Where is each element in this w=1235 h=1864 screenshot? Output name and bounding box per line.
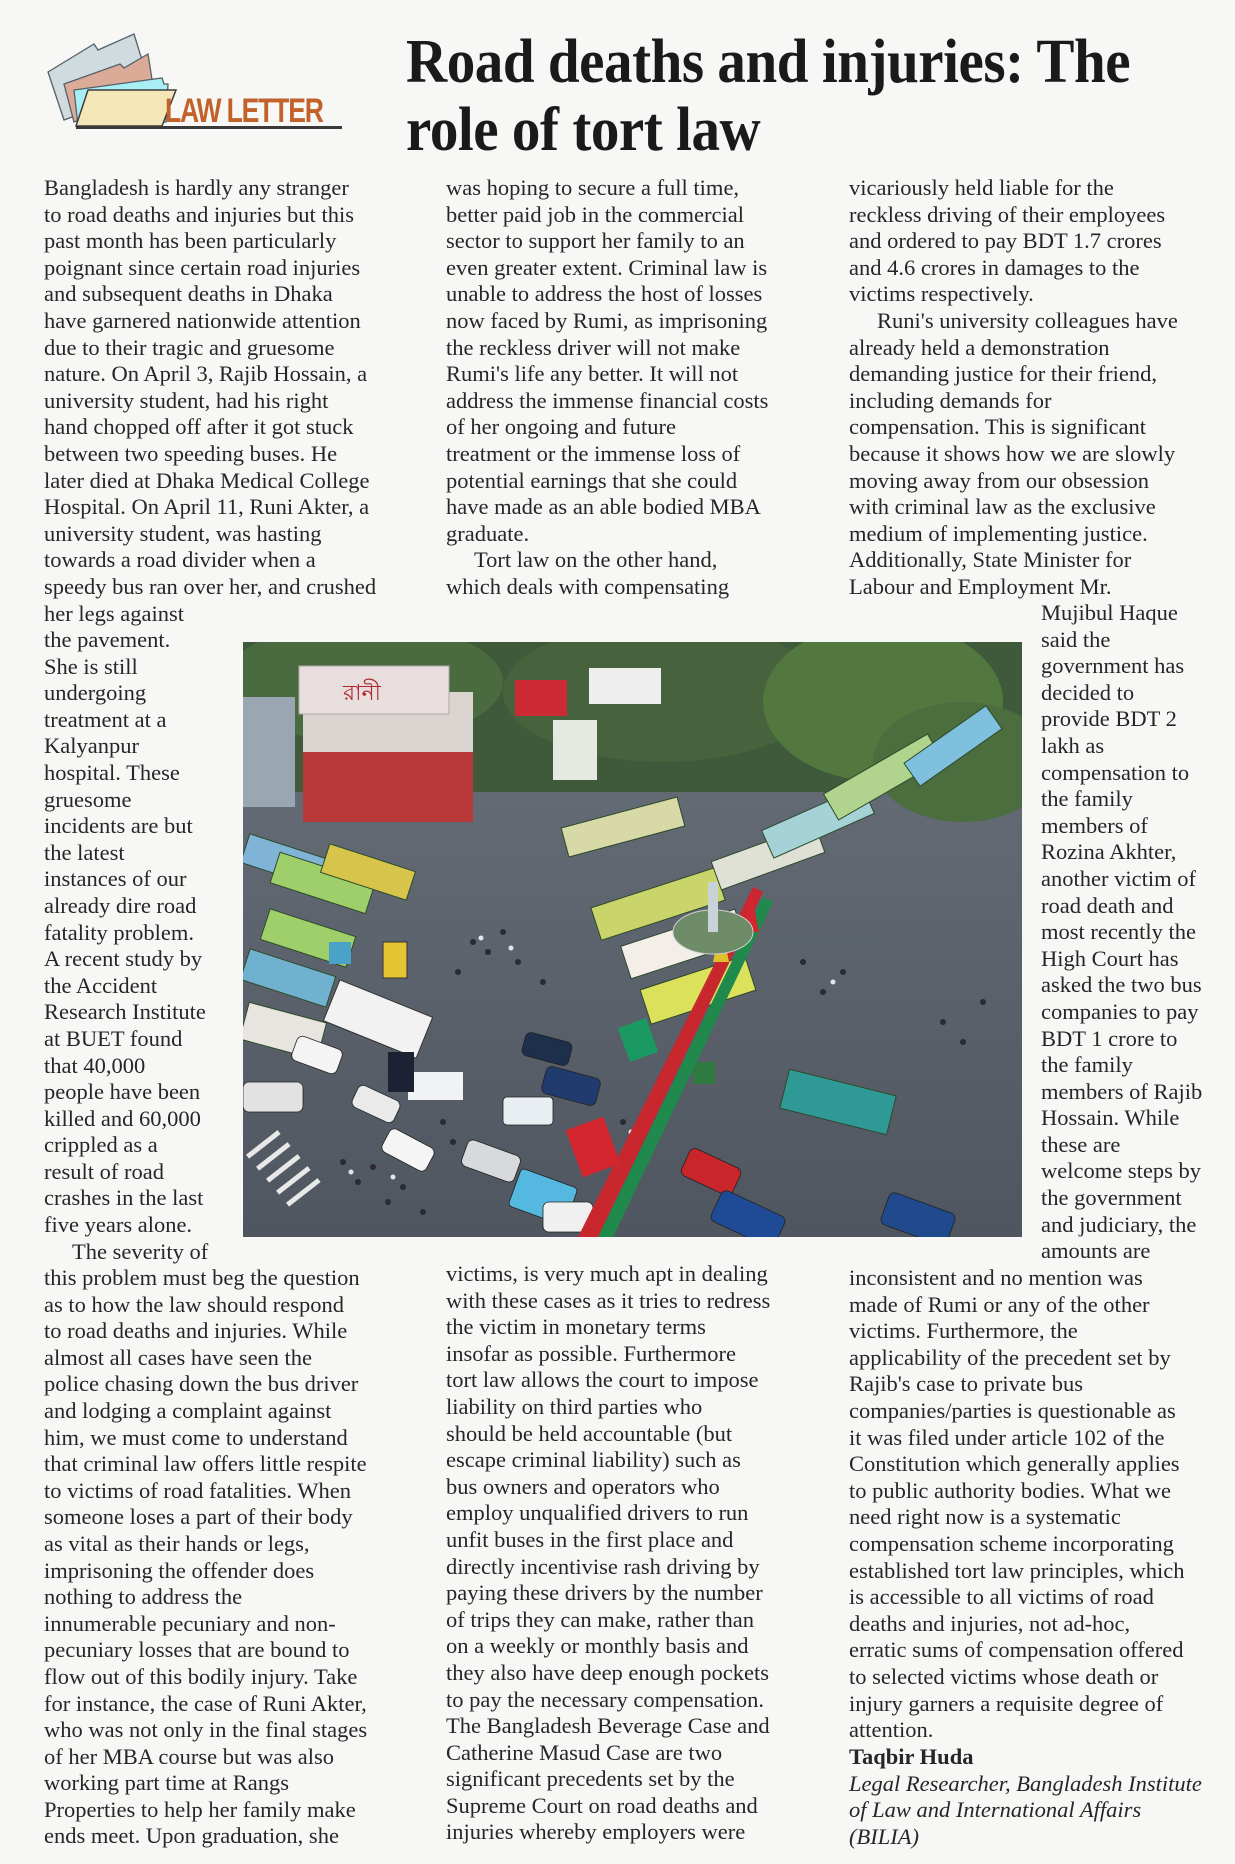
text-line: unable to address the host of losses xyxy=(446,281,763,307)
text-line: companies to pay xyxy=(1041,998,1199,1024)
text-line: reckless driving of their employees xyxy=(849,201,1166,227)
title-line: role of tort law xyxy=(406,96,761,164)
text-line: between two speeding buses. He xyxy=(44,440,338,466)
text-line: The Bangladesh Beverage Case and xyxy=(446,1713,770,1739)
text-line: hospital. These xyxy=(44,759,180,785)
text-line: Rajib's case to private bus xyxy=(849,1371,1083,1397)
text-line: him, we must come to understand xyxy=(44,1424,348,1450)
text-line: including demands for xyxy=(849,387,1052,413)
text-line: her legs against xyxy=(44,600,184,626)
text-line: to public authority bodies. What we xyxy=(849,1477,1172,1503)
text-line: of trips they can make, rather than xyxy=(446,1606,755,1632)
text-line: incidents are but xyxy=(44,813,193,839)
text-line: speedy bus ran over her, and crushed xyxy=(44,573,377,599)
text-line: instances of our xyxy=(44,866,187,892)
text-line: tort law allows the court to impose xyxy=(446,1367,759,1393)
text-line: erratic sums of compensation offered xyxy=(849,1637,1184,1663)
column-middle-top xyxy=(446,175,768,601)
text-line: already dire road xyxy=(44,892,197,918)
text-line: sector to support her family to an xyxy=(446,228,745,254)
text-line: address the immense financial costs xyxy=(446,387,769,413)
text-line: people have been xyxy=(44,1079,201,1105)
text-line: crashes in the last xyxy=(44,1185,204,1211)
text-line: Bangladesh is hardly any stranger xyxy=(44,175,349,200)
text-line: the government xyxy=(1041,1185,1182,1211)
text-line: Additionally, State Minister for xyxy=(849,547,1132,573)
byline xyxy=(849,1744,1202,1850)
svg-text:রানী: রানী xyxy=(343,681,381,706)
text-line: decided to xyxy=(1041,679,1135,705)
text-line: Runi's university colleagues have xyxy=(877,307,1178,333)
section-label: LAW LETTER xyxy=(165,92,323,130)
text-line: it was filed under article 102 of the xyxy=(849,1424,1165,1450)
text-line: towards a road divider when a xyxy=(44,547,316,573)
text-line: better paid job in the commercial xyxy=(446,201,745,227)
text-line: crippled as a xyxy=(44,1132,158,1158)
text-line: with criminal law as the exclusive xyxy=(849,494,1156,520)
text-line: imprisoning the offender does xyxy=(44,1557,315,1583)
column-right-bottom xyxy=(849,1265,1185,1744)
text-line: Kalyanpur xyxy=(44,733,139,759)
text-line: of her MBA course but was also xyxy=(44,1743,334,1769)
column-left-bottom xyxy=(44,1265,367,1850)
text-line: compensation scheme incorporating xyxy=(849,1530,1174,1556)
text-line: demanding justice for their friend, xyxy=(849,361,1158,387)
text-line: hand chopped off after it got stuck xyxy=(44,414,354,440)
text-line: and 4.6 crores in damages to the xyxy=(849,254,1140,280)
text-line: already held a demonstration xyxy=(849,334,1110,360)
text-line: have made as an able bodied MBA xyxy=(446,494,761,520)
column-left-narrow xyxy=(44,627,208,1265)
text-line: unfit buses in the first place and xyxy=(446,1526,734,1552)
text-line: nature. On April 3, Rajib Hossain, a xyxy=(44,361,368,387)
text-line: the family xyxy=(1041,1052,1133,1078)
text-line: result of road xyxy=(44,1158,164,1184)
text-line: attention. xyxy=(849,1717,934,1743)
text-line: potential earnings that she could xyxy=(446,467,738,493)
text-line: paying these drivers by the number xyxy=(446,1580,763,1606)
text-line: and ordered to pay BDT 1.7 crores xyxy=(849,228,1162,254)
text-line: welcome steps by xyxy=(1041,1158,1201,1184)
text-line: have garnered nationwide attention xyxy=(44,307,361,333)
text-line: injuries whereby employers were xyxy=(446,1819,746,1845)
text-line: injury garners a requisite degree of xyxy=(849,1690,1164,1716)
text-line: graduate. xyxy=(446,520,530,546)
text-line: and subsequent deaths in Dhaka xyxy=(44,281,333,307)
text-line: Constitution which generally applies xyxy=(849,1451,1180,1477)
text-line: was hoping to secure a full time, xyxy=(446,175,740,200)
text-line: and lodging a complaint against xyxy=(44,1397,332,1423)
text-line: university student, was hasting xyxy=(44,520,322,546)
text-line: compensation. This is significant xyxy=(849,414,1147,440)
text-line: university student, had his right xyxy=(44,387,329,413)
text-line: members of xyxy=(1041,812,1148,838)
text-line: working part time at Rangs xyxy=(44,1770,289,1796)
text-line: significant precedents set by the xyxy=(446,1766,735,1792)
text-line: for instance, the case of Runi Akter, xyxy=(44,1690,367,1716)
text-line: someone loses a part of their body xyxy=(44,1504,353,1530)
text-line: on a weekly or monthly basis and xyxy=(446,1633,749,1659)
column-left-top xyxy=(44,175,376,627)
text-line: compensation to xyxy=(1041,759,1190,785)
text-line: applicability of the precedent set by xyxy=(849,1344,1171,1370)
text-line: medium of implementing justice. xyxy=(849,520,1148,546)
text-line: companies/parties is questionable as xyxy=(849,1397,1176,1423)
article-title xyxy=(406,28,1226,164)
text-line: poignant since certain road injuries xyxy=(44,254,361,280)
text-line: even greater extent. Criminal law is xyxy=(446,254,768,280)
author-role: Legal Researcher, Bangladesh Institute xyxy=(849,1770,1202,1796)
text-line: established tort law principles, which xyxy=(849,1557,1185,1583)
text-line: fatality problem. xyxy=(44,919,194,945)
text-line: is accessible to all victims of road xyxy=(849,1584,1154,1610)
traffic-intersection-image xyxy=(243,642,1022,1237)
text-line: Supreme Court on road deaths and xyxy=(446,1792,758,1818)
text-line: treatment or the immense loss of xyxy=(446,440,741,466)
text-line: provide BDT 2 xyxy=(1041,706,1177,732)
author-role: (BILIA) xyxy=(849,1823,919,1849)
text-line: the latest xyxy=(44,839,125,865)
text-line: to selected victims whose death or xyxy=(849,1663,1159,1689)
text-line: Catherine Masud Case are two xyxy=(446,1739,723,1765)
text-line: this problem must beg the question xyxy=(44,1265,360,1290)
text-line: Tort law on the other hand, xyxy=(474,547,718,573)
text-line: the Accident xyxy=(44,972,158,998)
text-line: deaths and injuries, not ad-hoc, xyxy=(849,1610,1131,1636)
text-line: employ unqualified drivers to run xyxy=(446,1500,749,1526)
text-line: road death and xyxy=(1041,892,1174,918)
text-line: should be held accountable (but xyxy=(446,1420,733,1446)
author-name: Taqbir Huda xyxy=(849,1744,974,1769)
text-line: Research Institute xyxy=(44,999,206,1025)
text-line: flow out of this bodily injury. Take xyxy=(44,1663,358,1689)
text-line: High Court has xyxy=(1041,945,1179,971)
text-line: these are xyxy=(1041,1131,1121,1157)
text-line: past month has been particularly xyxy=(44,228,337,254)
column-middle-bottom xyxy=(446,1261,770,1846)
text-line: need right now is a systematic xyxy=(849,1504,1121,1530)
text-line: that 40,000 xyxy=(44,1052,146,1078)
text-line: made of Rumi or any of the other xyxy=(849,1291,1150,1317)
text-line: Rumi's life any better. It will not xyxy=(446,361,739,387)
text-line: Labour and Employment Mr. xyxy=(849,573,1112,599)
text-line: of her ongoing and future xyxy=(446,414,676,440)
text-line: She is still xyxy=(44,653,138,679)
traffic-photo xyxy=(243,642,1022,1237)
text-line: they also have deep enough pockets xyxy=(446,1659,770,1685)
text-line: and judiciary, the xyxy=(1041,1211,1197,1237)
text-line: amounts are xyxy=(1041,1238,1151,1264)
text-line: the victim in monetary terms xyxy=(446,1314,706,1340)
text-line: because it shows how we are slowly xyxy=(849,440,1176,466)
text-line: innumerable pecuniary and non- xyxy=(44,1610,336,1636)
text-line: said the xyxy=(1041,626,1111,652)
text-line: members of Rajib xyxy=(1041,1078,1203,1104)
text-line: to pay the necessary compensation. xyxy=(446,1686,765,1712)
text-line: liability on third parties who xyxy=(446,1393,703,1419)
text-line: five years alone. xyxy=(44,1212,193,1238)
text-line: escape criminal liability) such as xyxy=(446,1447,741,1473)
text-line: now faced by Rumi, as imprisoning xyxy=(446,307,768,333)
law-letter-logo xyxy=(44,30,344,134)
text-line: who was not only in the final stages xyxy=(44,1717,368,1743)
text-line: nothing to address the xyxy=(44,1584,243,1610)
text-line: that criminal law offers little respite xyxy=(44,1451,367,1477)
text-line: victims, is very much apt in dealing xyxy=(446,1261,768,1286)
text-line: the pavement. xyxy=(44,627,171,652)
column-right-top xyxy=(849,175,1178,601)
text-line: government has xyxy=(1041,653,1185,679)
text-line: later died at Dhaka Medical College xyxy=(44,467,370,493)
text-line: the family xyxy=(1041,786,1133,812)
text-line: insofar as possible. Furthermore xyxy=(446,1340,736,1366)
text-line: almost all cases have seen the xyxy=(44,1344,313,1370)
text-line: to victims of road fatalities. When xyxy=(44,1477,352,1503)
text-line: Hospital. On April 11, Runi Akter, a xyxy=(44,494,370,520)
text-line: undergoing xyxy=(44,680,147,706)
text-line: vicariously held liable for the xyxy=(849,175,1114,200)
text-line: ends meet. Upon graduation, she xyxy=(44,1823,339,1849)
text-line: pecuniary losses that are bound to xyxy=(44,1637,350,1663)
text-line: killed and 60,000 xyxy=(44,1105,201,1131)
text-line: victims. Furthermore, the xyxy=(849,1318,1078,1344)
text-line: due to their tragic and gruesome xyxy=(44,334,335,360)
text-line: at BUET found xyxy=(44,1025,183,1051)
text-line: most recently the xyxy=(1041,919,1196,945)
text-line: inconsistent and no mention was xyxy=(849,1265,1143,1290)
text-line: with these cases as it tries to redress xyxy=(446,1287,771,1313)
text-line: as to how the law should respond xyxy=(44,1291,344,1317)
text-line: police chasing down the bus driver xyxy=(44,1371,359,1397)
text-line: to road deaths and injuries. While xyxy=(44,1318,348,1344)
text-line: to road deaths and injuries but this xyxy=(44,201,354,227)
author-role: of Law and International Affairs xyxy=(849,1797,1142,1823)
text-line: BDT 1 crore to xyxy=(1041,1025,1178,1051)
text-line: another victim of xyxy=(1041,865,1196,891)
text-line: victims respectively. xyxy=(849,281,1034,307)
text-line: A recent study by xyxy=(44,946,203,972)
text-line: Properties to help her family make xyxy=(44,1796,356,1822)
column-right-narrow xyxy=(1041,600,1202,1265)
text-line: Hossain. While xyxy=(1041,1105,1180,1131)
text-line: moving away from our obsession xyxy=(849,467,1149,493)
text-line: lakh as xyxy=(1041,732,1105,758)
text-line: as vital as their hands or legs, xyxy=(44,1530,310,1556)
text-line: Mujibul Haque xyxy=(1041,600,1178,625)
text-line: gruesome xyxy=(44,786,132,812)
text-line: asked the two bus xyxy=(1041,972,1202,998)
text-line: treatment at a xyxy=(44,706,167,732)
text-line: The severity of xyxy=(72,1238,209,1264)
title-line: Road deaths and injuries: The xyxy=(406,28,1131,96)
text-line: directly incentivise rash driving by xyxy=(446,1553,760,1579)
text-line: bus owners and operators who xyxy=(446,1473,720,1499)
text-line: the reckless driver will not make xyxy=(446,334,741,360)
text-line: Rozina Akhter, xyxy=(1041,839,1177,865)
text-line: which deals with compensating xyxy=(446,573,730,599)
